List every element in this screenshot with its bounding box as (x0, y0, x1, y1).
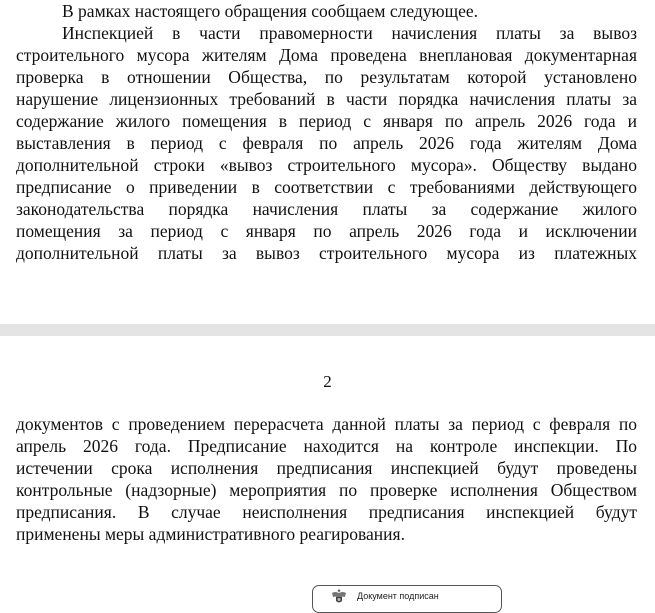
paragraph-line: дополнительной строки «вывоз строительного мусора». Обществу выдано (16, 155, 637, 175)
paragraph-line: применены меры административного реагирования. (16, 524, 405, 544)
paragraph-line: выставления в период с февраля по апрель 2026 года жителям Дома (16, 133, 637, 153)
page-number: 2 (323, 372, 332, 391)
electronic-signature-stamp (312, 585, 502, 613)
paragraph-line: апрель 2026 года. Предписание находится на контроле инспекции. По (16, 436, 637, 456)
coat-of-arms-icon (329, 588, 349, 606)
page-separator (0, 324, 655, 336)
signature-label: Документ подписан (357, 591, 439, 601)
paragraph-intro: В рамках настоящего обращения сообщаем следующее. (62, 1, 479, 21)
paragraph-line: содержание жилого помещения в период с января по апрель 2026 года и (16, 111, 637, 131)
paragraph-line: предписания. В случае неисполнения предписания инспекцией будут (16, 502, 637, 522)
paragraph-line: предписание о приведении в соответствии с требованиями действующего (16, 177, 637, 197)
paragraph-line: истечении срока исполнения предписания инспекцией будут проведены (16, 458, 637, 478)
paragraph-line: контрольные (надзорные) мероприятия по проверке исполнения Обществом (16, 480, 637, 500)
paragraph-line: законодательства порядка начисления платы за содержание жилого (16, 199, 637, 219)
paragraph-line: дополнительной платы за вывоз строительного мусора из платежных (16, 243, 637, 263)
paragraph-line: строительного мусора жителям Дома проведена внеплановая документарная (16, 45, 637, 65)
paragraph-line: проверка в отношении Общества, по результатам которой установлено (16, 67, 637, 87)
paragraph-line: Инспекцией в части правомерности начисления платы за вывоз (62, 23, 637, 43)
paragraph-line: помещения за период с января по апрель 2026 года и исключении (16, 221, 637, 241)
paragraph-line: документов с проведением перерасчета данной платы за период с февраля по (16, 414, 637, 434)
paragraph-line: нарушение лицензионных требований в части порядка начисления платы за (16, 89, 637, 109)
